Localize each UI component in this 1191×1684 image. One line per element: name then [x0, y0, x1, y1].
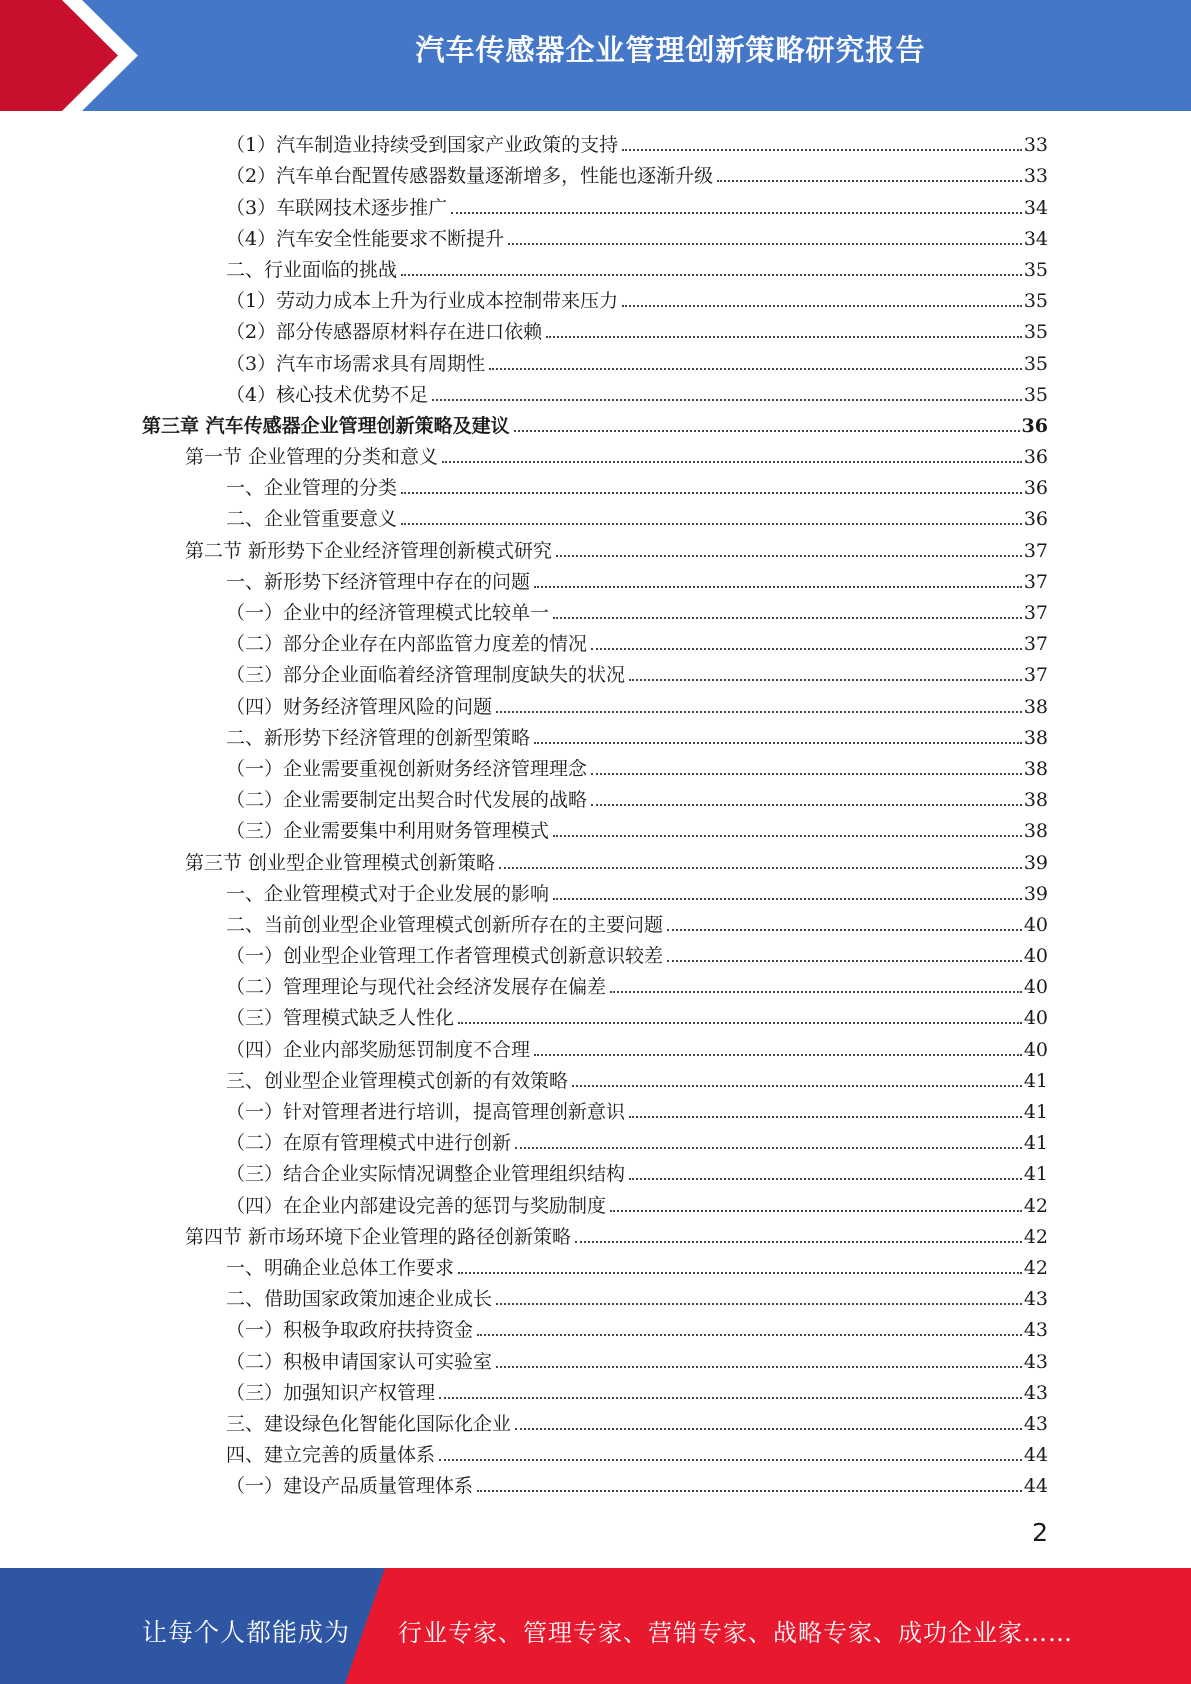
toc-dot-leader: [667, 929, 1022, 931]
toc-entry-title: 三、创业型企业管理模式创新的有效策略: [226, 1069, 569, 1092]
toc-entry-page: 40: [1023, 1007, 1048, 1030]
toc-dot-leader: [629, 1116, 1022, 1118]
toc-entry-title: 二、行业面临的挑战: [226, 258, 398, 281]
toc-entry[interactable]: [0, 750, 1048, 781]
toc-dot-leader: [534, 586, 1022, 588]
toc-entry[interactable]: [0, 719, 1048, 750]
toc-entry-page: 44: [1023, 1475, 1048, 1498]
toc-entry-title: 二、当前创业型企业管理模式创新所存在的主要问题: [226, 913, 664, 936]
toc-entry[interactable]: [0, 843, 1048, 874]
toc-dot-leader: [717, 180, 1022, 182]
toc-entry-page: 41: [1023, 1132, 1048, 1155]
toc-entry-title: 三、建设绿色化智能化国际化企业: [226, 1412, 512, 1435]
toc-entry[interactable]: [0, 469, 1048, 500]
toc-entry[interactable]: [0, 1093, 1048, 1124]
toc-entry-page: 39: [1023, 882, 1048, 905]
toc-entry-page: 39: [1023, 851, 1048, 874]
toc-entry-page: 38: [1023, 789, 1048, 812]
toc-entry-title: （四）财务经济管理风险的问题: [226, 695, 493, 718]
toc-entry-title: （二）在原有管理模式中进行创新: [226, 1132, 512, 1155]
toc-entry-title: （1）汽车制造业持续受到国家产业政策的支持: [226, 134, 619, 157]
toc-entry-page: 37: [1023, 602, 1048, 624]
toc-entry[interactable]: [0, 531, 1048, 562]
toc-entry[interactable]: [0, 251, 1048, 282]
toc-entry-title: 四、建立完善的质量体系: [226, 1444, 436, 1467]
toc-dot-leader: [610, 991, 1022, 993]
toc-entry-title: （三）加强知识产权管理: [226, 1381, 436, 1404]
footer-slogan-right: 行业专家、管理专家、营销专家、战略专家、成功企业家……: [398, 1619, 1073, 1647]
table-of-contents: [0, 126, 1191, 1498]
toc-entry[interactable]: [0, 937, 1048, 968]
toc-entry-title: 第四节 新市场环境下企业管理的路径创新策略: [185, 1225, 572, 1248]
toc-entry-title: （二）企业需要制定出契合时代发展的战略: [226, 789, 588, 812]
toc-dot-leader: [546, 336, 1022, 338]
toc-entry-title: （三）企业需要集中利用财务管理模式: [226, 820, 550, 843]
toc-entry[interactable]: [0, 220, 1048, 251]
toc-entry-page: 40: [1023, 913, 1048, 936]
toc-entry-page: 34: [1023, 196, 1048, 219]
toc-entry-title: 二、借助国家政策加速企业成长: [226, 1288, 493, 1311]
toc-dot-leader: [508, 243, 1022, 245]
toc-entry[interactable]: [0, 1374, 1048, 1405]
toc-entry[interactable]: [0, 1405, 1048, 1436]
toc-entry-title: （一）建设产品质量管理体系: [226, 1475, 474, 1498]
toc-entry-page: 35: [1023, 258, 1048, 281]
page-footer: [0, 1568, 1191, 1684]
toc-entry[interactable]: [0, 906, 1048, 937]
toc-entry-title: （三）管理模式缺乏人性化: [226, 1007, 455, 1030]
toc-entry-title: 第三节 创业型企业管理模式创新策略: [185, 851, 496, 874]
toc-entry-page: 36: [1023, 446, 1048, 469]
toc-entry-page: 38: [1023, 757, 1048, 780]
toc-dot-leader: [458, 1272, 1022, 1274]
toc-entry-page: 41: [1023, 1101, 1048, 1123]
toc-dot-leader: [534, 1054, 1022, 1056]
toc-entry[interactable]: [0, 438, 1048, 469]
toc-dot-leader: [477, 1334, 1022, 1336]
toc-dot-leader: [496, 1303, 1022, 1305]
toc-dot-leader: [591, 773, 1022, 775]
toc-entry-title: 一、企业管理模式对于企业发展的影响: [226, 882, 550, 905]
toc-entry[interactable]: [0, 999, 1048, 1030]
toc-entry-page: 42: [1023, 1256, 1048, 1279]
toc-entry-page: 37: [1023, 633, 1048, 656]
toc-dot-leader: [401, 523, 1022, 525]
toc-entry[interactable]: [0, 781, 1048, 812]
toc-entry[interactable]: [0, 1155, 1048, 1186]
report-title: 汽车传感器企业管理创新策略研究报告: [415, 33, 926, 67]
toc-entry-page: 35: [1023, 321, 1048, 344]
toc-entry-page: 35: [1023, 290, 1048, 313]
toc-dot-leader: [629, 1178, 1022, 1180]
toc-entry-title: （一）针对管理者进行培训，提高管理创新意识: [226, 1101, 626, 1123]
toc-dot-leader: [451, 212, 1022, 214]
toc-entry-page: 38: [1023, 820, 1048, 843]
toc-entry[interactable]: [0, 500, 1048, 531]
toc-entry[interactable]: [0, 126, 1048, 157]
toc-entry-page: 40: [1023, 945, 1048, 968]
toc-entry-title: 二、企业管重要意义: [226, 508, 398, 531]
toc-entry[interactable]: [0, 968, 1048, 999]
toc-entry-page: 38: [1023, 726, 1048, 749]
toc-entry[interactable]: [0, 656, 1048, 687]
toc-entry-title: （一）创业型企业管理工作者管理模式创新意识较差: [226, 945, 664, 968]
toc-entry-page: 36: [1023, 508, 1048, 531]
toc-entry-title: （3）汽车市场需求具有周期性: [226, 352, 486, 375]
toc-dot-leader: [610, 1210, 1022, 1212]
toc-entry-title: 第一节 企业管理的分类和意义: [185, 446, 439, 469]
toc-entry-title: （4）核心技术优势不足: [226, 383, 429, 406]
toc-entry-page: 33: [1023, 134, 1048, 157]
toc-entry-title: （1）劳动力成本上升为行业成本控制带来压力: [226, 290, 619, 313]
toc-entry-page: 43: [1023, 1381, 1048, 1404]
toc-dot-leader: [515, 1428, 1022, 1430]
footer-slogan-left: 让每个人都能成为: [142, 1618, 351, 1647]
toc-entry-page: 36: [1023, 477, 1048, 500]
toc-entry-title: （2）汽车单台配置传感器数量逐渐增多，性能也逐渐升级: [226, 165, 714, 188]
toc-entry-title: 二、新形势下经济管理的创新型策略: [226, 726, 531, 749]
toc-entry-title: （二）部分企业存在内部监管力度差的情况: [226, 633, 588, 656]
toc-entry-title: （三）部分企业面临着经济管理制度缺失的状况: [226, 664, 626, 687]
toc-entry-title: （二）管理理论与现代社会经济发展存在偏差: [226, 976, 607, 999]
toc-entry-page: 34: [1023, 227, 1048, 250]
toc-entry-title: 一、企业管理的分类: [226, 477, 398, 500]
toc-entry-page: 43: [1023, 1412, 1048, 1435]
toc-dot-leader: [622, 305, 1022, 307]
page-number: 2: [1032, 1518, 1048, 1547]
toc-entry-page: 44: [1023, 1444, 1048, 1467]
toc-entry-page: 35: [1023, 352, 1048, 375]
toc-entry[interactable]: [0, 1249, 1048, 1280]
toc-entry-title: （四）在企业内部建设完善的惩罚与奖励制度: [226, 1194, 607, 1217]
toc-dot-leader: [629, 679, 1022, 681]
toc-entry-page: 43: [1023, 1350, 1048, 1373]
toc-entry[interactable]: [0, 1124, 1048, 1155]
toc-entry[interactable]: [0, 1062, 1048, 1093]
toc-dot-leader: [401, 274, 1022, 276]
toc-dot-leader: [572, 1085, 1022, 1087]
toc-dot-leader: [439, 1397, 1022, 1399]
toc-entry-page: 37: [1023, 664, 1048, 687]
toc-dot-leader: [622, 149, 1022, 151]
toc-entry-title: （一）积极争取政府扶持资金: [226, 1319, 474, 1342]
toc-entry[interactable]: [0, 188, 1048, 219]
toc-entry[interactable]: [0, 313, 1048, 344]
toc-entry-title: （4）汽车安全性能要求不断提升: [226, 227, 505, 250]
toc-entry-title: （三）结合企业实际情况调整企业管理组织结构: [226, 1163, 626, 1186]
toc-entry-page: 43: [1023, 1319, 1048, 1342]
toc-dot-leader: [401, 492, 1022, 494]
toc-entry[interactable]: [0, 812, 1048, 843]
toc-dot-leader: [477, 1490, 1022, 1492]
toc-entry-page: 40: [1023, 1038, 1048, 1061]
toc-entry-title: （3）车联网技术逐步推广: [226, 196, 448, 219]
toc-entry[interactable]: [0, 407, 1048, 438]
toc-entry-page: 36: [1021, 414, 1048, 437]
toc-entry[interactable]: [0, 625, 1048, 656]
toc-dot-leader: [458, 1022, 1022, 1024]
toc-dot-leader: [591, 648, 1022, 650]
toc-entry[interactable]: [0, 1342, 1048, 1373]
toc-dot-leader: [442, 461, 1022, 463]
toc-entry[interactable]: [0, 344, 1048, 375]
header-arrow-decoration: [0, 0, 160, 111]
toc-entry-page: 40: [1023, 976, 1048, 999]
toc-entry[interactable]: [0, 157, 1048, 188]
toc-entry[interactable]: [0, 1280, 1048, 1311]
toc-entry-title: （四）企业内部奖励惩罚制度不合理: [226, 1038, 531, 1061]
toc-entry-page: 37: [1023, 570, 1048, 593]
toc-dot-leader: [575, 1241, 1022, 1243]
page-header: [0, 0, 1191, 111]
toc-entry-page: 42: [1023, 1225, 1048, 1248]
toc-entry-title: （2）部分传感器原材料存在进口依赖: [226, 321, 543, 344]
toc-entry[interactable]: [0, 1218, 1048, 1249]
toc-entry[interactable]: [0, 1030, 1048, 1061]
toc-entry[interactable]: [0, 563, 1048, 594]
toc-dot-leader: [515, 1147, 1022, 1149]
toc-dot-leader: [489, 368, 1022, 370]
toc-dot-leader: [439, 1459, 1022, 1461]
toc-entry-title: （二）积极申请国家认可实验室: [226, 1350, 493, 1373]
toc-entry-page: 41: [1023, 1163, 1048, 1186]
toc-entry-title: （一）企业需要重视创新财务经济管理理念: [226, 757, 588, 780]
toc-dot-leader: [591, 804, 1022, 806]
toc-entry-title: 一、新形势下经济管理中存在的问题: [226, 570, 531, 593]
toc-dot-leader: [496, 711, 1022, 713]
toc-entry-page: 35: [1023, 383, 1048, 406]
toc-entry-title: 第三章 汽车传感器企业管理创新策略及建议: [142, 414, 510, 437]
toc-entry-page: 41: [1023, 1069, 1048, 1092]
toc-entry-page: 43: [1023, 1288, 1048, 1311]
toc-dot-leader: [553, 617, 1022, 619]
toc-entry[interactable]: [0, 1311, 1048, 1342]
toc-dot-leader: [496, 1366, 1022, 1368]
toc-entry[interactable]: [0, 875, 1048, 906]
toc-entry[interactable]: [0, 376, 1048, 407]
toc-dot-leader: [499, 867, 1022, 869]
toc-dot-leader: [553, 835, 1022, 837]
toc-dot-leader: [514, 430, 1020, 432]
toc-dot-leader: [432, 399, 1022, 401]
toc-entry-page: 33: [1023, 165, 1048, 188]
toc-entry[interactable]: [0, 1436, 1048, 1467]
toc-entry[interactable]: [0, 687, 1048, 718]
toc-entry[interactable]: [0, 1467, 1048, 1498]
toc-entry-title: 一、明确企业总体工作要求: [226, 1256, 455, 1279]
toc-entry[interactable]: [0, 282, 1048, 313]
toc-dot-leader: [556, 555, 1022, 557]
toc-entry[interactable]: [0, 594, 1048, 625]
toc-dot-leader: [534, 742, 1022, 744]
toc-entry-page: 37: [1023, 539, 1048, 562]
toc-entry-page: 42: [1023, 1194, 1048, 1217]
toc-entry-title: （一）企业中的经济管理模式比较单一: [226, 602, 550, 624]
toc-dot-leader: [667, 960, 1022, 962]
toc-entry[interactable]: [0, 1186, 1048, 1217]
toc-entry-page: 38: [1023, 695, 1048, 718]
toc-dot-leader: [553, 898, 1022, 900]
toc-entry-title: 第二节 新形势下企业经济管理创新模式研究: [185, 539, 553, 562]
